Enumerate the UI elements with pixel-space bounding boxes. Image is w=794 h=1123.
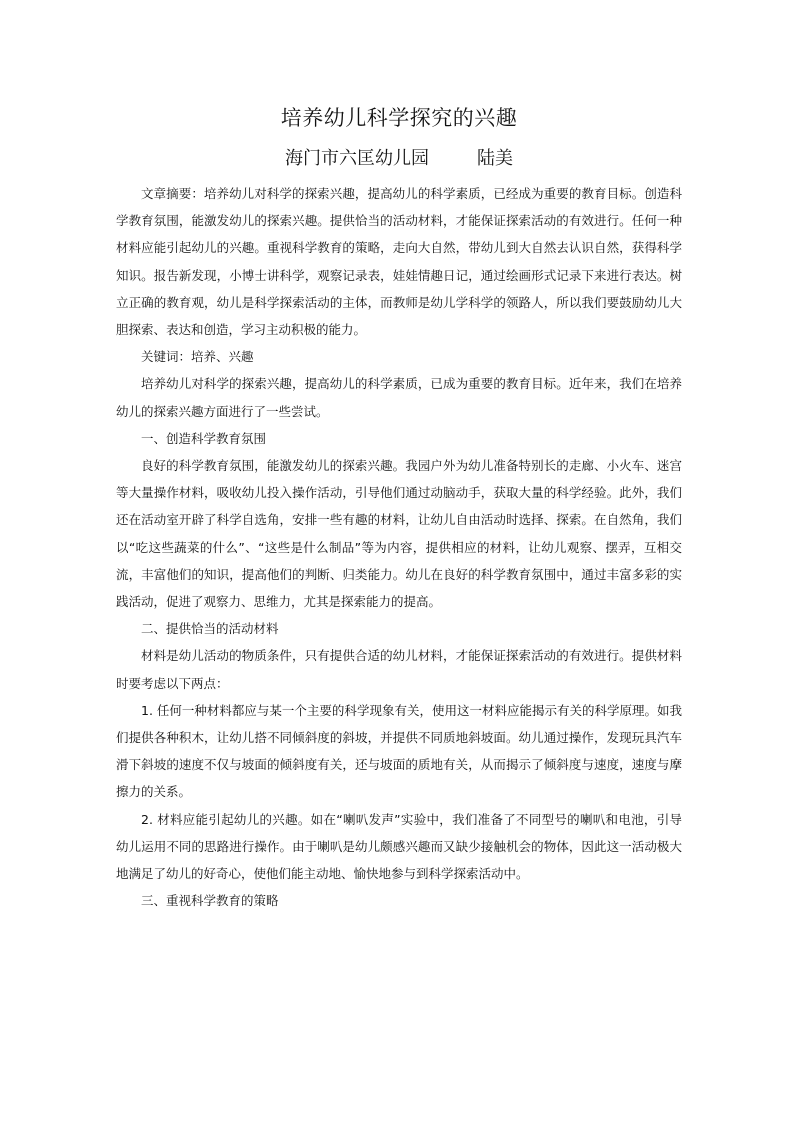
section-heading-3: 三、重视科学教育的策略 [141,893,279,909]
section-2-point-1: 1. 任何一种材料都应与某一个主要的科学现象有关，使用这一材料应能揭示有关的科学原理。如我们提供各种积木，让幼儿搭不同倾斜度的斜坡，并提供不同质地斜坡面。幼儿通过操作，发现玩具汽车滑下斜坡的速度不仅与坡面的倾斜度有关，还与坡面的质地有关，从而揭示了倾斜度与速度，速度与摩擦力的关系。 [116,702,682,800]
school-name: 海门市六匡幼儿园 [285,148,429,169]
section-1-paragraph: 良好的科学教育氛围，能激发幼儿的探索兴趣。我园户外为幼儿准备特别长的走廊、小火车、迷宫等大量操作材料，吸收幼儿投入操作活动，引导他们通过动脑动手，获取大量的科学经验。此外，我们还在活动室开辟了科学自选角，安排一些有趣的材料，让幼儿自由活动时选择、探索。在自然角，我们以“吃这些蔬菜的什么”、“这些是什么制品”等为内容，提供相应的材料，让幼儿观察、摆弄，互相交流，丰富他们的知识，提高他们的判断、归类能力。幼儿在良好的科学教育氛围中，通过丰富多彩的实践活动，促进了观察力、思维力，尤其是探索能力的提高。 [116,458,682,610]
section-2-point-2: 2. 材料应能引起幼儿的兴趣。如在“喇叭发声”实验中，我们准备了不同型号的喇叭和电池，引导幼儿运用不同的思路进行操作。由于喇叭是幼儿颇感兴趣而又缺少接触机会的物体，因此这一活动极大地满足了幼儿的好奇心，使他们能主动地、愉快地参与到科学探索活动中。 [116,811,682,882]
section-heading-2: 二、提供恰当的活动材料 [141,621,279,637]
author-name: 陆美 [477,148,513,169]
author-line [116,146,682,172]
section-heading-1: 一、创造科学教育氛围 [141,430,267,446]
abstract-paragraph: 文章摘要：培养幼儿对科学的探索兴趣，提高幼儿的科学素质，已经成为重要的教育目标。创造科学教育氛围，能激发幼儿的探索兴趣。提供恰当的活动材料，才能保证探索活动的有效进行。任何一种材料应能引起幼儿的兴趣。重视科学教育的策略，走向大自然，带幼儿到大自然去认识自然，获得科学知识。报告新发现，小博士讲科学，观察记录表，娃娃情趣日记，通过绘画形式记录下来进行表达。树立正确的教育观，幼儿是科学探索活动的主体，而教师是幼儿学科学的领路人，所以我们要鼓励幼儿大胆探索、表达和创造，学习主动积极的能力。 [116,186,682,338]
document-body [116,180,682,914]
section-2-paragraph: 材料是幼儿活动的物质条件，只有提供合适的幼儿材料，才能保证探索活动的有效进行。提供材料时要考虑以下两点： [116,648,682,691]
document-title: 培养幼儿科学探究的兴趣 [280,106,518,130]
keywords-paragraph: 关键词：培养、兴趣 [141,349,254,365]
intro-paragraph: 培养幼儿对科学的探索兴趣，提高幼儿的科学素质，已成为重要的教育目标。近年来，我们在培养幼儿的探索兴趣方面进行了一些尝试。 [116,376,682,419]
